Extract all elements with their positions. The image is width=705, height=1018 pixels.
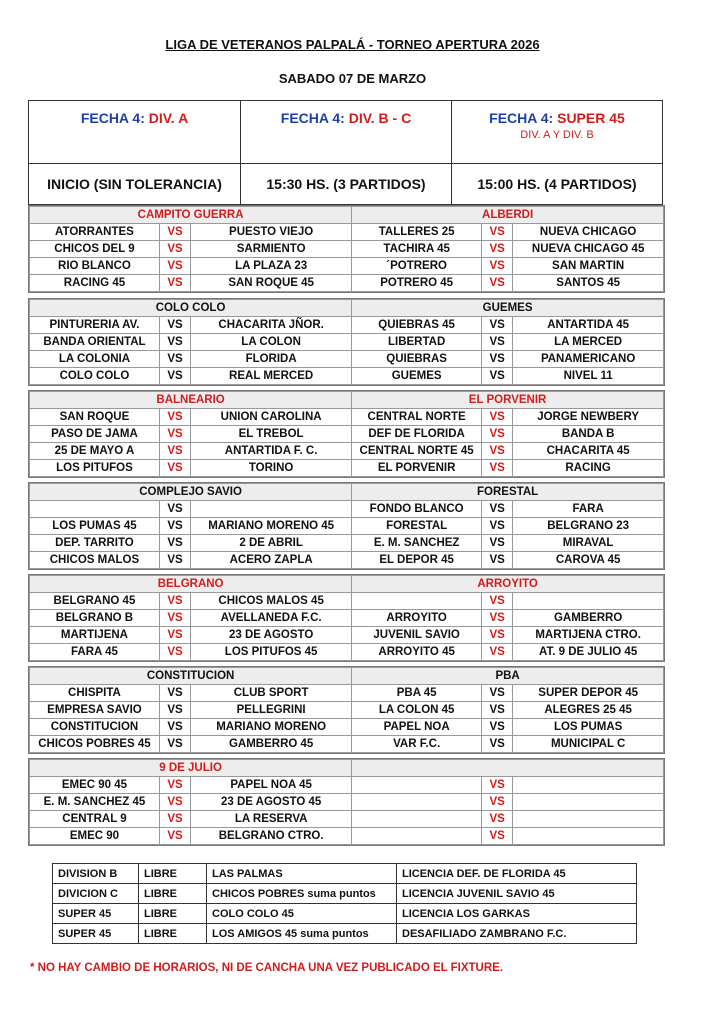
division-label: DIVISION B	[53, 864, 139, 884]
away-team: LA RESERVA	[191, 811, 352, 828]
away-team: AVELLANEDA F.C.	[191, 610, 352, 627]
footer-row	[53, 924, 637, 944]
home-team: SAN ROQUE	[30, 409, 160, 426]
match-row	[30, 460, 664, 477]
home-team: CENTRAL NORTE 45	[352, 443, 482, 460]
match-row	[30, 258, 664, 275]
title-separator: -	[365, 37, 377, 52]
away-team: UNION CAROLINA	[191, 409, 352, 426]
match-row	[30, 811, 664, 828]
home-team: EL PORVENIR	[352, 460, 482, 477]
vs-label: VS	[159, 317, 190, 334]
away-team: ANTARTIDA 45	[513, 317, 664, 334]
vs-label: VS	[482, 535, 513, 552]
vs-label: VS	[159, 275, 190, 292]
vs-label: VS	[482, 828, 513, 845]
home-team: ARROYITO	[352, 610, 482, 627]
vs-label: VS	[482, 702, 513, 719]
venue-block	[28, 390, 665, 478]
away-team: SARMIENTO	[191, 241, 352, 258]
away-team: SAN ROQUE 45	[191, 275, 352, 292]
venue-name: BALNEARIO	[30, 392, 352, 409]
home-team: DEP. TARRITO	[30, 535, 160, 552]
vs-label: VS	[159, 593, 190, 610]
away-team: LOS PUMAS	[513, 719, 664, 736]
home-team: POTRERO 45	[352, 275, 482, 292]
away-team	[513, 828, 664, 845]
header-div-bc: FECHA 4: DIV. B - C	[241, 101, 452, 164]
vs-label: VS	[159, 736, 190, 753]
vs-label: VS	[482, 426, 513, 443]
vs-label: VS	[159, 777, 190, 794]
away-team: LOS PITUFOS 45	[191, 644, 352, 661]
licencia-info: LICENCIA DEF. DE FLORIDA 45	[397, 864, 637, 884]
away-team: NIVEL 11	[513, 368, 664, 385]
vs-label: VS	[482, 351, 513, 368]
away-team: NUEVA CHICAGO 45	[513, 241, 664, 258]
vs-label: VS	[482, 627, 513, 644]
away-team: JORGE NEWBERY	[513, 409, 664, 426]
home-team: EMEC 90	[30, 828, 160, 845]
vs-label: VS	[159, 702, 190, 719]
home-team	[352, 828, 482, 845]
vs-label: VS	[159, 368, 190, 385]
home-team	[352, 777, 482, 794]
home-team: CHICOS DEL 9	[30, 241, 160, 258]
away-team: MARIANO MORENO 45	[191, 518, 352, 535]
home-team: FONDO BLANCO	[352, 501, 482, 518]
start-time-label: INICIO (SIN TOLERANCIA)	[29, 164, 241, 205]
vs-label: VS	[159, 241, 190, 258]
vs-label: VS	[482, 460, 513, 477]
away-team: PAPEL NOA 45	[191, 777, 352, 794]
match-row	[30, 518, 664, 535]
free-team: CHICOS POBRES suma puntos	[207, 884, 397, 904]
home-team: JUVENIL SAVIO	[352, 627, 482, 644]
home-team: CONSTITUCION	[30, 719, 160, 736]
vs-label: VS	[159, 334, 190, 351]
vs-label: VS	[482, 736, 513, 753]
venue-name: GUEMES	[352, 300, 664, 317]
vs-label: VS	[159, 685, 190, 702]
away-team: MIRAVAL	[513, 535, 664, 552]
vs-label: VS	[482, 224, 513, 241]
venue-block	[28, 574, 665, 662]
away-team: PANAMERICANO	[513, 351, 664, 368]
vs-label: VS	[159, 351, 190, 368]
away-team: CHACARITA JÑOR.	[191, 317, 352, 334]
venue-block	[28, 482, 665, 570]
match-row	[30, 317, 664, 334]
schedule-note: * NO HAY CAMBIO DE HORARIOS, NI DE CANCHA UNA VEZ PUBLICADO EL FIXTURE.	[30, 962, 504, 974]
free-team: COLO COLO 45	[207, 904, 397, 924]
away-team: GAMBERRO 45	[191, 736, 352, 753]
away-team: FLORIDA	[191, 351, 352, 368]
home-team: EMEC 90 45	[30, 777, 160, 794]
home-team: TALLERES 25	[352, 224, 482, 241]
away-team: BELGRANO 23	[513, 518, 664, 535]
away-team: LA MERCED	[513, 334, 664, 351]
vs-label: VS	[159, 426, 190, 443]
venue-name: COMPLEJO SAVIO	[30, 484, 352, 501]
home-team: PAPEL NOA	[352, 719, 482, 736]
footer-row	[53, 864, 637, 884]
venue-name: ALBERDI	[352, 207, 664, 224]
vs-label: VS	[159, 224, 190, 241]
home-team: TACHIRA 45	[352, 241, 482, 258]
away-team	[513, 593, 664, 610]
home-team: QUIEBRAS 45	[352, 317, 482, 334]
home-team: BANDA ORIENTAL	[30, 334, 160, 351]
vs-label: VS	[159, 610, 190, 627]
home-team: BELGRANO B	[30, 610, 160, 627]
away-team: BANDA B	[513, 426, 664, 443]
vs-label: VS	[482, 501, 513, 518]
away-team	[513, 811, 664, 828]
home-team	[352, 794, 482, 811]
match-row	[30, 443, 664, 460]
home-team: RIO BLANCO	[30, 258, 160, 275]
venue-name: CONSTITUCION	[30, 668, 352, 685]
away-team: TORINO	[191, 460, 352, 477]
vs-label: VS	[482, 368, 513, 385]
home-team: CHISPITA	[30, 685, 160, 702]
away-team: AT. 9 DE JULIO 45	[513, 644, 664, 661]
venue-name: BELGRANO	[30, 576, 352, 593]
vs-label: VS	[159, 811, 190, 828]
match-row	[30, 610, 664, 627]
match-date: SABADO 07 DE MARZO	[278, 71, 427, 86]
super-45-time: 15:00 HS. (4 PARTIDOS)	[452, 164, 663, 205]
free-team: LOS AMIGOS 45 suma puntos	[207, 924, 397, 944]
home-team: MARTIJENA	[30, 627, 160, 644]
away-team: ANTARTIDA F. C.	[191, 443, 352, 460]
header-div-a: FECHA 4: DIV. A	[29, 101, 241, 164]
free-team: LAS PALMAS	[207, 864, 397, 884]
vs-label: VS	[159, 443, 190, 460]
vs-label: VS	[482, 241, 513, 258]
match-row	[30, 736, 664, 753]
home-team: LOS PITUFOS	[30, 460, 160, 477]
match-row	[30, 644, 664, 661]
home-team: FORESTAL	[352, 518, 482, 535]
home-team: LOS PUMAS 45	[30, 518, 160, 535]
libre-licencia-table	[52, 863, 637, 944]
match-row	[30, 334, 664, 351]
away-team: SANTOS 45	[513, 275, 664, 292]
away-team: MUNICIPAL C	[513, 736, 664, 753]
venue-name: CAMPITO GUERRA	[30, 207, 352, 224]
match-row	[30, 777, 664, 794]
home-team: E. M. SANCHEZ	[352, 535, 482, 552]
away-team: PUESTO VIEJO	[191, 224, 352, 241]
vs-label: VS	[482, 593, 513, 610]
home-team	[30, 501, 160, 518]
home-team: EL DEPOR 45	[352, 552, 482, 569]
libre-label: LIBRE	[139, 904, 207, 924]
home-team: CENTRAL 9	[30, 811, 160, 828]
away-team: ALEGRES 25 45	[513, 702, 664, 719]
home-team: 25 DE MAYO A	[30, 443, 160, 460]
vs-label: VS	[482, 275, 513, 292]
division-label: SUPER 45	[53, 924, 139, 944]
home-team: RACING 45	[30, 275, 160, 292]
vs-label: VS	[482, 258, 513, 275]
away-team	[513, 777, 664, 794]
vs-label: VS	[159, 409, 190, 426]
home-team: CENTRAL NORTE	[352, 409, 482, 426]
vs-label: VS	[482, 610, 513, 627]
vs-label: VS	[482, 518, 513, 535]
div-bc-time: 15:30 HS. (3 PARTIDOS)	[241, 164, 452, 205]
match-row	[30, 351, 664, 368]
home-team	[352, 593, 482, 610]
home-team: E. M. SANCHEZ 45	[30, 794, 160, 811]
home-team: VAR F.C.	[352, 736, 482, 753]
licencia-info: LICENCIA JUVENIL SAVIO 45	[397, 884, 637, 904]
home-team: LA COLON 45	[352, 702, 482, 719]
vs-label: VS	[482, 443, 513, 460]
away-team: CAROVA 45	[513, 552, 664, 569]
licencia-info: LICENCIA LOS GARKAS	[397, 904, 637, 924]
away-team: EL TREBOL	[191, 426, 352, 443]
home-team: LA COLONIA	[30, 351, 160, 368]
vs-label: VS	[159, 258, 190, 275]
away-team: BELGRANO CTRO.	[191, 828, 352, 845]
footer-row	[53, 884, 637, 904]
licencia-info: DESAFILIADO ZAMBRANO F.C.	[397, 924, 637, 944]
home-team: BELGRANO 45	[30, 593, 160, 610]
away-team: REAL MERCED	[191, 368, 352, 385]
venue-block	[28, 298, 665, 386]
league-title	[0, 37, 705, 52]
vs-label: VS	[159, 644, 190, 661]
match-row	[30, 593, 664, 610]
away-team: ACERO ZAPLA	[191, 552, 352, 569]
vs-label: VS	[159, 460, 190, 477]
home-team: QUIEBRAS	[352, 351, 482, 368]
away-team: 23 DE AGOSTO 45	[191, 794, 352, 811]
vs-label: VS	[482, 644, 513, 661]
away-team	[191, 501, 352, 518]
match-row	[30, 368, 664, 385]
vs-label: VS	[159, 552, 190, 569]
vs-label: VS	[159, 794, 190, 811]
home-team: CHICOS MALOS	[30, 552, 160, 569]
vs-label: VS	[159, 501, 190, 518]
match-row	[30, 241, 664, 258]
away-team: MARTIJENA CTRO.	[513, 627, 664, 644]
home-team: LIBERTAD	[352, 334, 482, 351]
venue-name: PBA	[352, 668, 664, 685]
away-team: NUEVA CHICAGO	[513, 224, 664, 241]
away-team: MARIANO MORENO	[191, 719, 352, 736]
away-team	[513, 794, 664, 811]
venue-block	[28, 758, 665, 846]
match-row	[30, 702, 664, 719]
away-team: CHICOS MALOS 45	[191, 593, 352, 610]
home-team: ´POTRERO	[352, 258, 482, 275]
venue-name	[352, 760, 664, 777]
match-row	[30, 409, 664, 426]
vs-label: VS	[482, 794, 513, 811]
away-team: CLUB SPORT	[191, 685, 352, 702]
vs-label: VS	[482, 552, 513, 569]
vs-label: VS	[482, 811, 513, 828]
match-row	[30, 627, 664, 644]
home-team: DEF DE FLORIDA	[352, 426, 482, 443]
venue-block	[28, 666, 665, 754]
match-row	[30, 719, 664, 736]
libre-label: LIBRE	[139, 864, 207, 884]
tournament-name: TORNEO APERTURA 2026	[376, 37, 540, 52]
match-row	[30, 685, 664, 702]
match-row	[30, 224, 664, 241]
venue-name: ARROYITO	[352, 576, 664, 593]
venue-name: FORESTAL	[352, 484, 664, 501]
home-team: COLO COLO	[30, 368, 160, 385]
home-team: ATORRANTES	[30, 224, 160, 241]
home-team: FARA 45	[30, 644, 160, 661]
fecha-header-table	[28, 100, 663, 205]
footer-row	[53, 904, 637, 924]
division-label: DIVICION C	[53, 884, 139, 904]
vs-label: VS	[482, 334, 513, 351]
vs-label: VS	[482, 719, 513, 736]
match-row	[30, 535, 664, 552]
venue-name: COLO COLO	[30, 300, 352, 317]
match-row	[30, 501, 664, 518]
match-row	[30, 552, 664, 569]
away-team: GAMBERRO	[513, 610, 664, 627]
match-row	[30, 794, 664, 811]
vs-label: VS	[159, 627, 190, 644]
vs-label: VS	[159, 828, 190, 845]
away-team: LA COLON	[191, 334, 352, 351]
match-row	[30, 828, 664, 845]
vs-label: VS	[159, 518, 190, 535]
away-team: SUPER DEPOR 45	[513, 685, 664, 702]
home-team	[352, 811, 482, 828]
vs-label: VS	[482, 685, 513, 702]
match-row	[30, 275, 664, 292]
division-label: SUPER 45	[53, 904, 139, 924]
home-team: PASO DE JAMA	[30, 426, 160, 443]
home-team: CHICOS POBRES 45	[30, 736, 160, 753]
venue-name: EL PORVENIR	[352, 392, 664, 409]
away-team: 23 DE AGOSTO	[191, 627, 352, 644]
home-team: EMPRESA SAVIO	[30, 702, 160, 719]
libre-label: LIBRE	[139, 884, 207, 904]
away-team: SAN MARTIN	[513, 258, 664, 275]
match-row	[30, 426, 664, 443]
home-team: PBA 45	[352, 685, 482, 702]
home-team: ARROYITO 45	[352, 644, 482, 661]
vs-label: VS	[159, 535, 190, 552]
away-team: RACING	[513, 460, 664, 477]
away-team: CHACARITA 45	[513, 443, 664, 460]
venue-block	[28, 205, 665, 293]
league-name: LIGA DE VETERANOS PALPALÁ	[165, 37, 366, 52]
vs-label: VS	[482, 317, 513, 334]
home-team: PINTURERIA AV.	[30, 317, 160, 334]
vs-label: VS	[482, 409, 513, 426]
libre-label: LIBRE	[139, 924, 207, 944]
away-team: LA PLAZA 23	[191, 258, 352, 275]
venue-name: 9 DE JULIO	[30, 760, 352, 777]
header-super-45: FECHA 4: SUPER 45 DIV. A Y DIV. B	[452, 101, 663, 164]
home-team: GUEMES	[352, 368, 482, 385]
away-team: FARA	[513, 501, 664, 518]
away-team: PELLEGRINI	[191, 702, 352, 719]
away-team: 2 DE ABRIL	[191, 535, 352, 552]
vs-label: VS	[482, 777, 513, 794]
vs-label: VS	[159, 719, 190, 736]
